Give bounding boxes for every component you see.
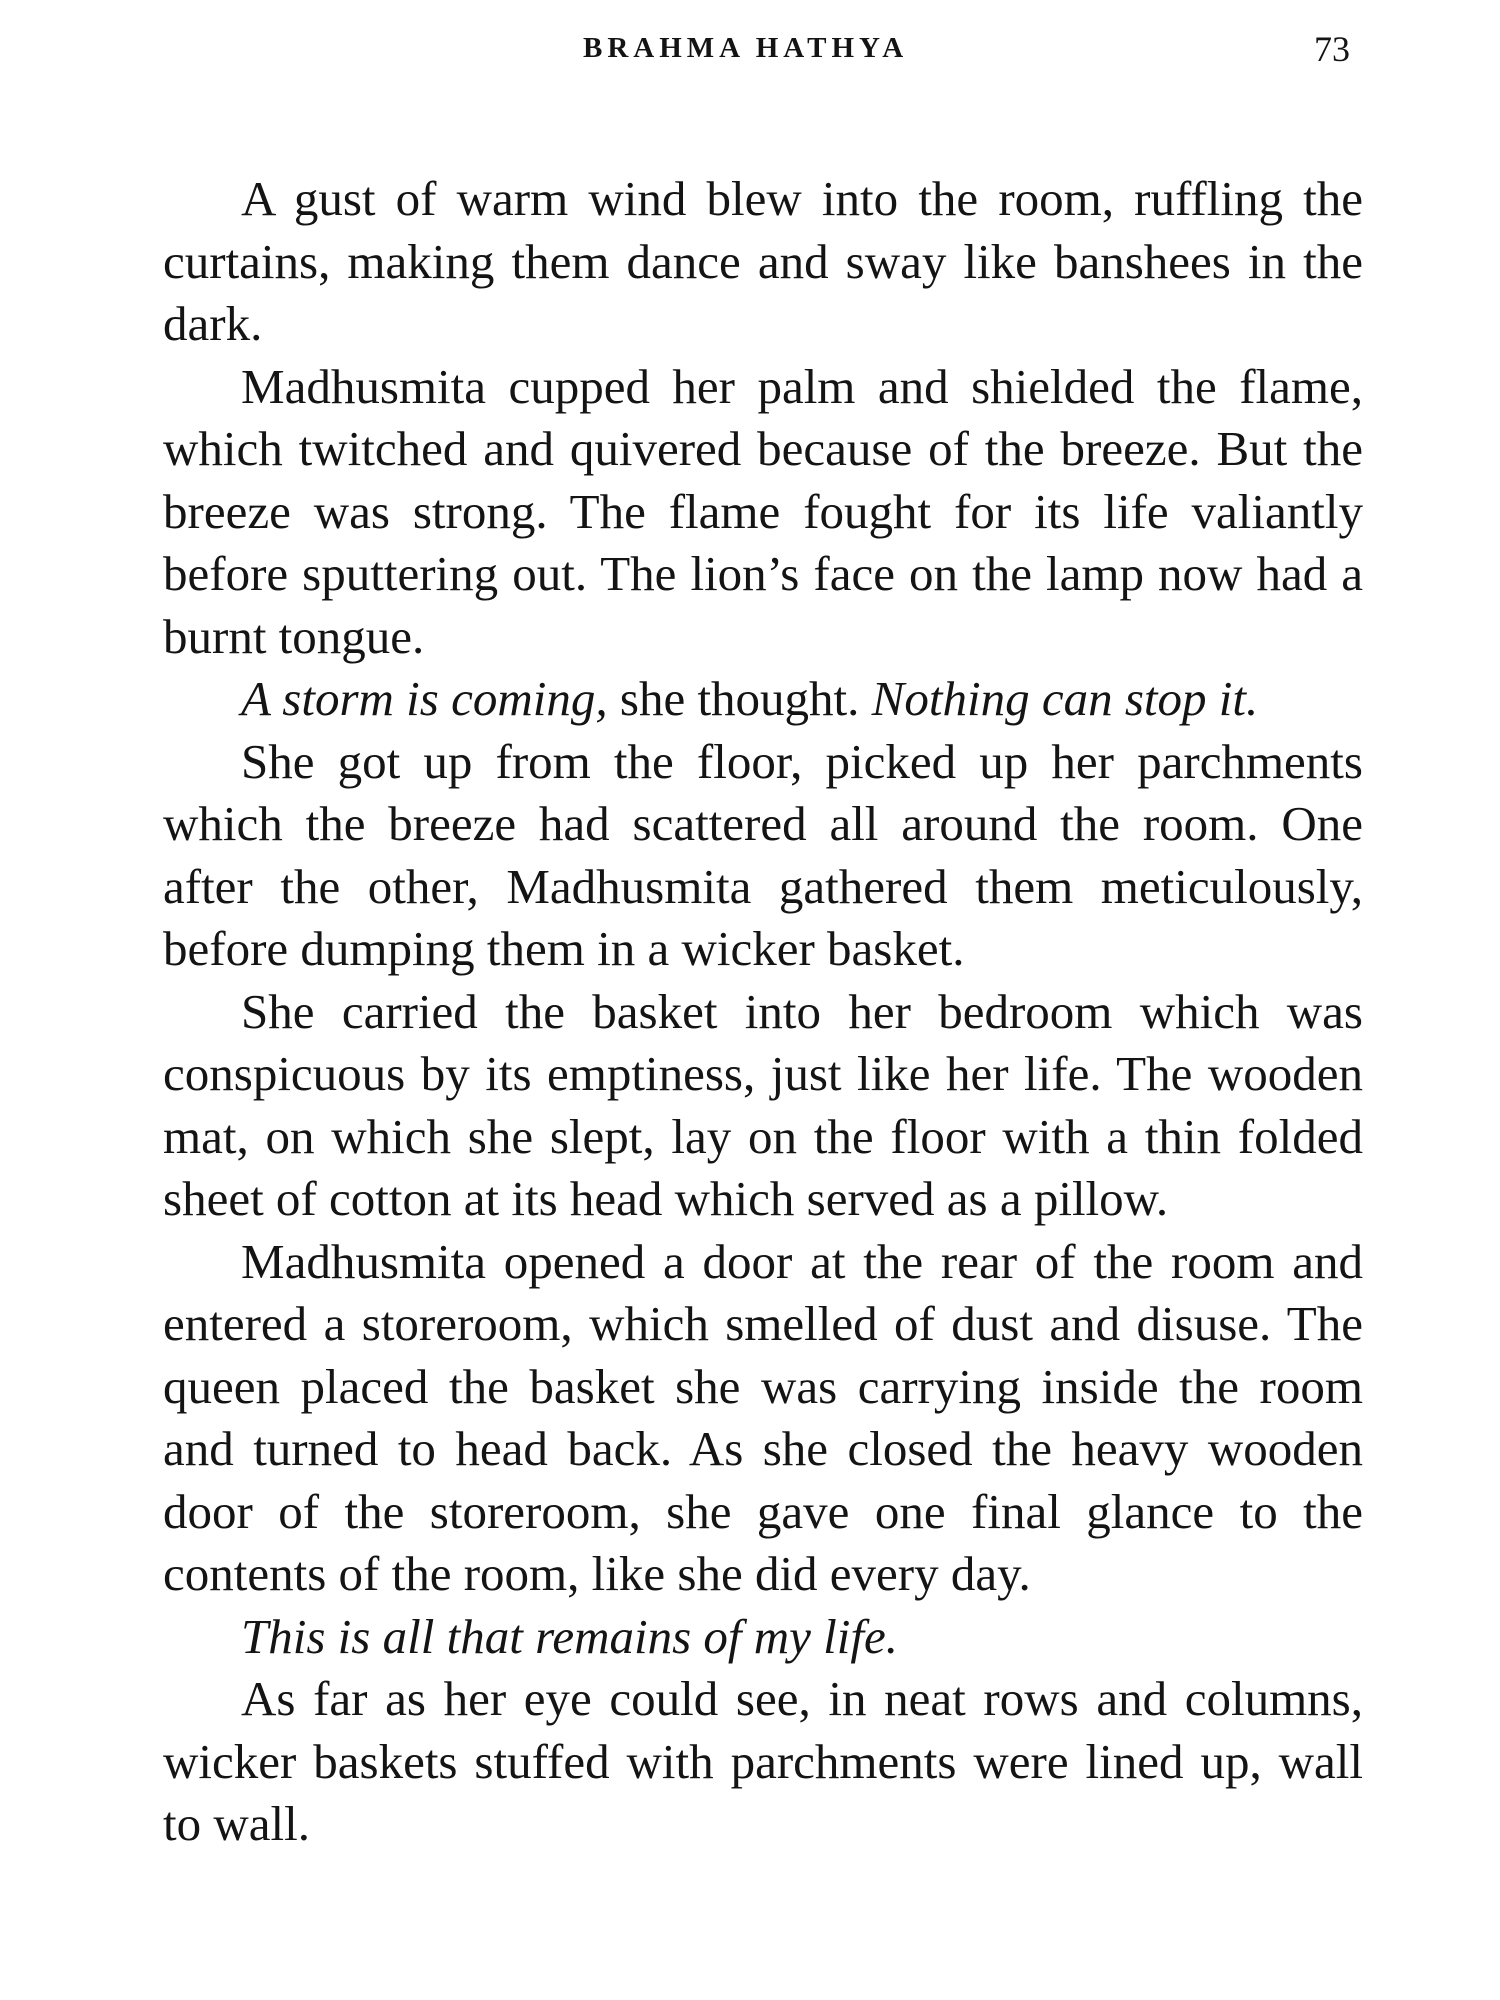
italic-thought-paragraph: This is all that remains of my life. [241, 1608, 898, 1664]
narration-text: she thought. [607, 671, 872, 726]
running-header [163, 24, 1363, 84]
italic-thought: Nothing can stop it. [871, 671, 1259, 726]
paragraph: Madhusmita cupped her palm and shielded the flame, which twitched and quivered because of the breeze. But the breeze was strong. The flame fought for its life valiantly before sputtering out. The lion’s face on the lamp now had a burnt tongue. [163, 358, 1363, 664]
paragraph: Madhusmita opened a door at the rear of the room and entered a storeroom, which smelled of dust and disuse. The queen placed the basket she was carrying inside the room and turned to head back. As she closed the heavy wooden door of the storeroom, she gave one final glance to the contents of the room, like she did every day. [163, 1233, 1363, 1601]
paragraph: As far as her eye could see, in neat rows and columns, wicker baskets stuffed with parchments were lined up, wall to wall. [163, 1671, 1363, 1851]
page-number: 73 [1314, 29, 1350, 69]
paragraph: She got up from the floor, picked up her parchments which the breeze had scattered all around the room. One after the other, Madhusmita gathered them meticulously, before dumping them in a wicker basket. [163, 733, 1363, 976]
paragraph: She carried the basket into her bedroom which was conspicuous by its emptiness, just like her life. The wooden mat, on which she slept, lay on the floor with a thin folded sheet of cotton at its head which served as a pillow. [163, 983, 1363, 1226]
running-title: BRAHMA HATHYA [583, 32, 909, 64]
paragraph: A gust of warm wind blew into the room, ruffling the curtains, making them dance and sway like banshees in the dark. [163, 171, 1363, 351]
italic-thought: A storm is coming, [241, 671, 608, 726]
body-text [163, 168, 1363, 1856]
thought-paragraph [163, 668, 1363, 731]
